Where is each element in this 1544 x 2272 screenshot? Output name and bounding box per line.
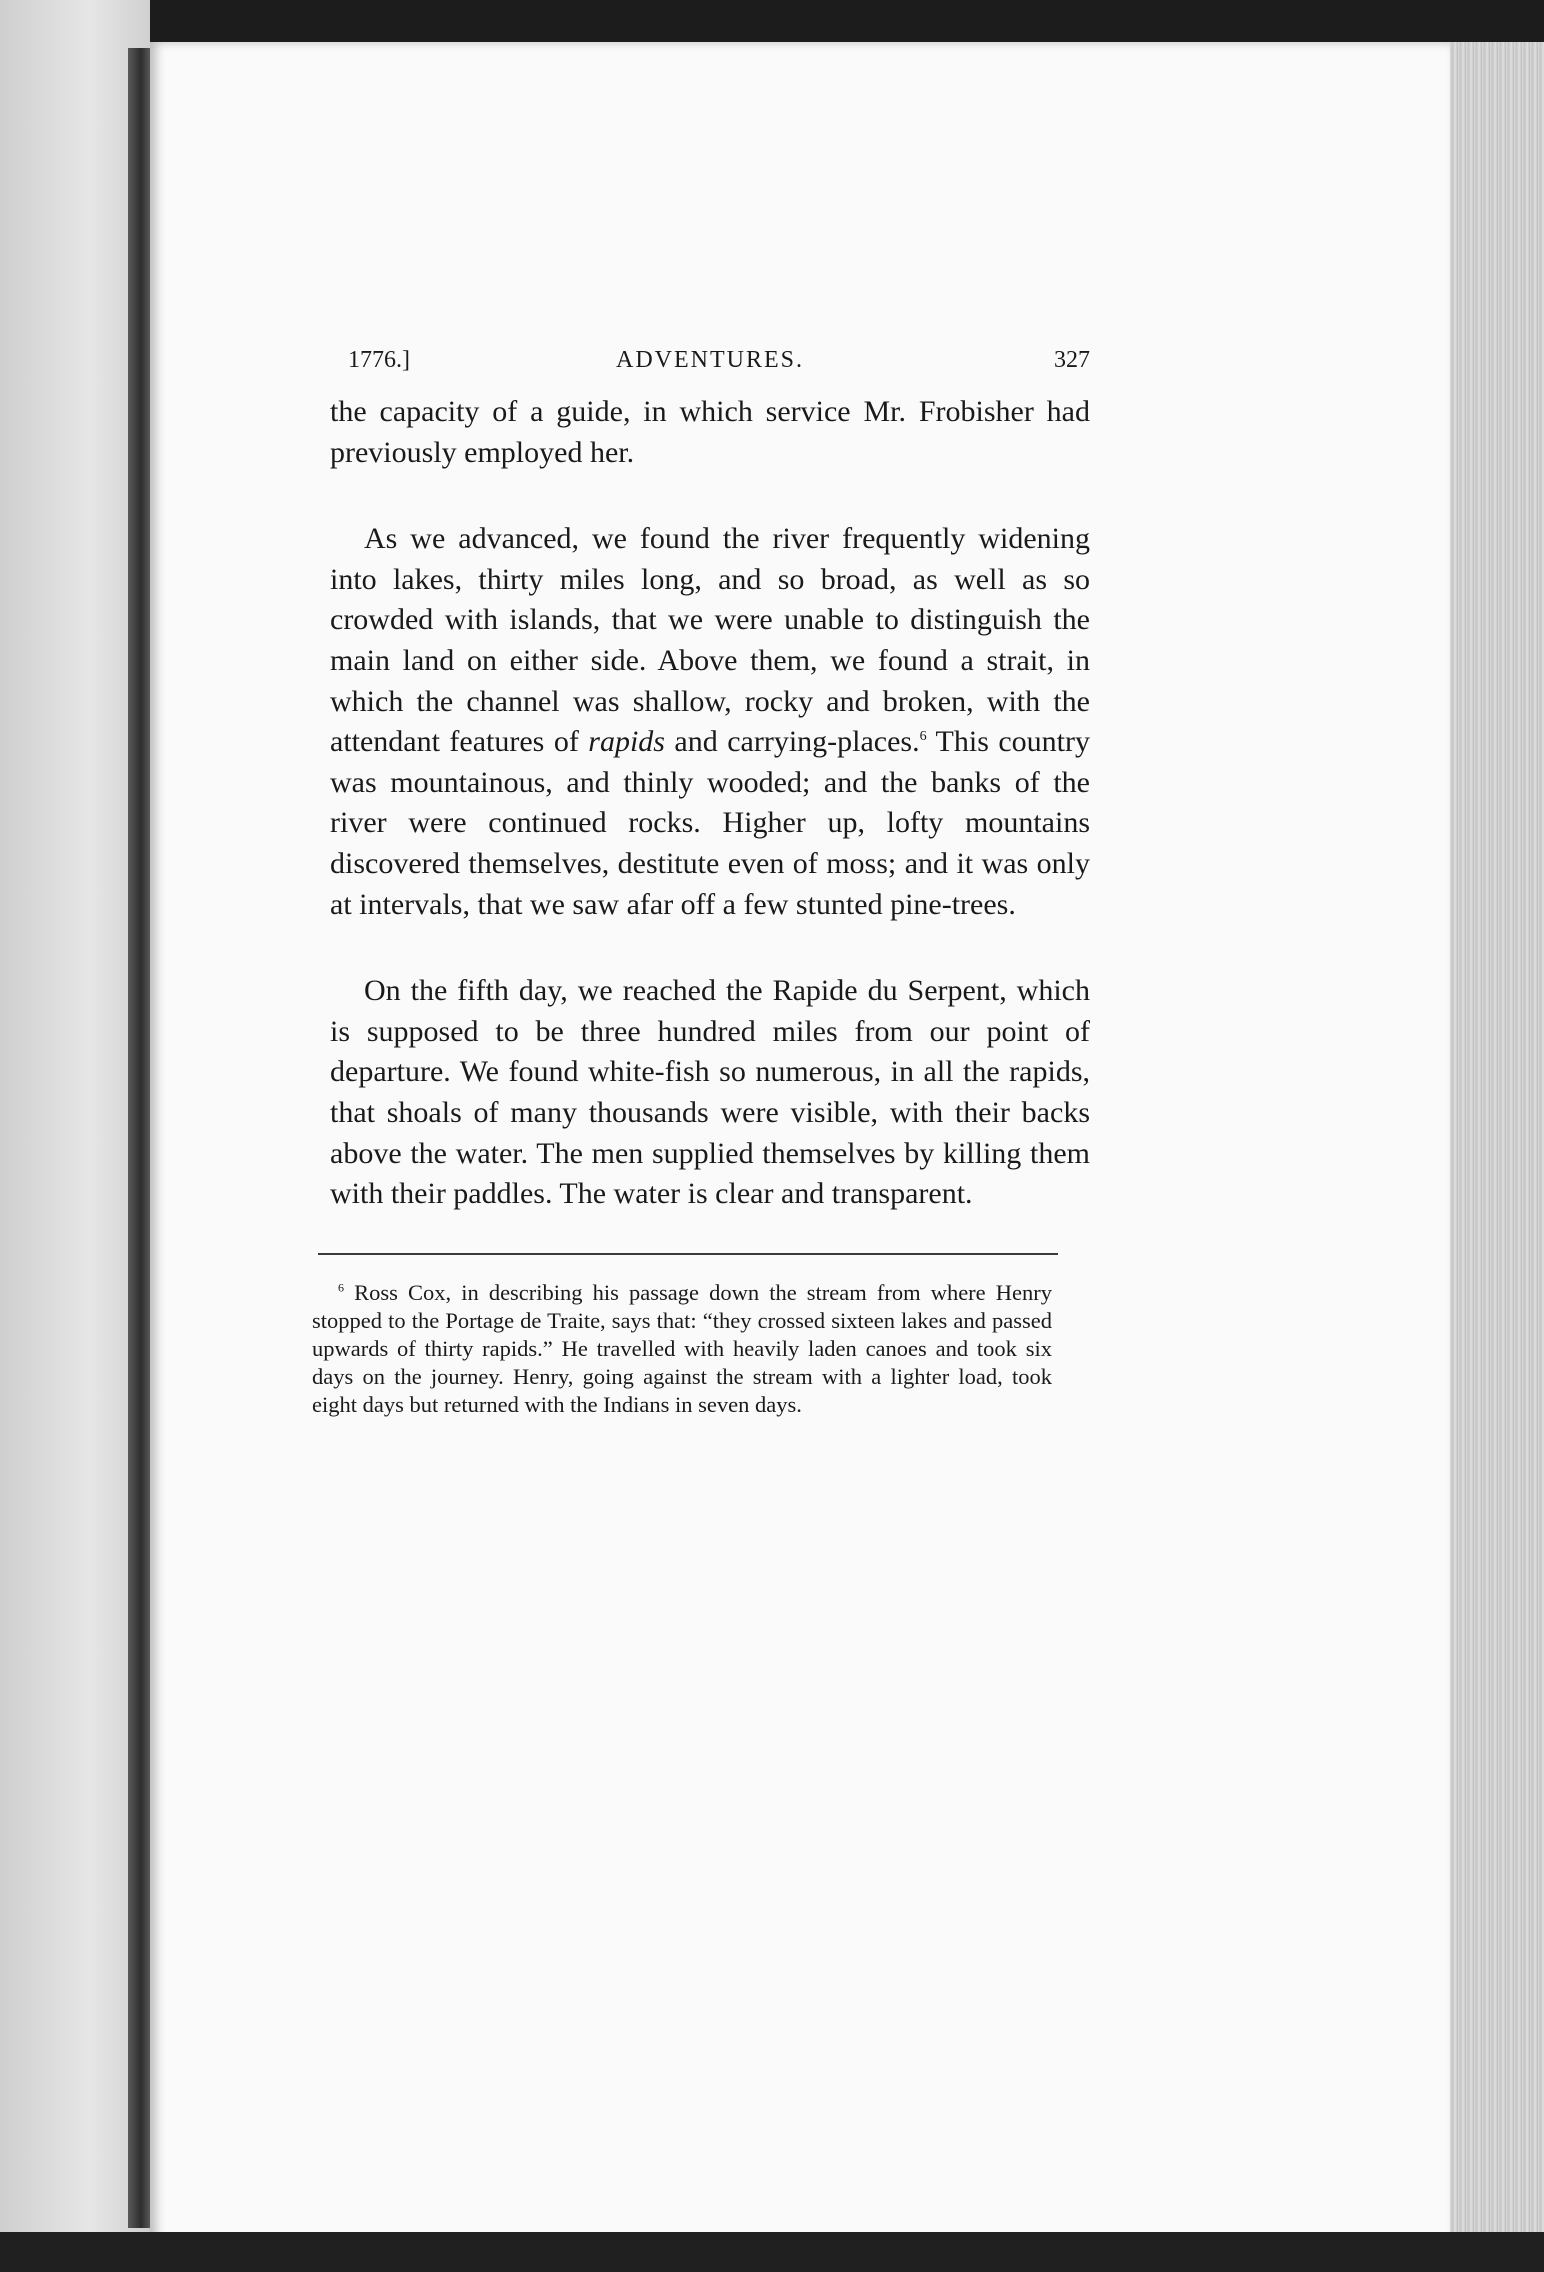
paragraph-river-advance xyxy=(330,519,1090,925)
paragraph-text: As we advanced, we found the river frequently widening into lakes, thirty miles long, and so broad, as well as so crowded with islands, that we were unable to distinguish the main land on either side. Above them, we found a strait, in which the channel was shallow, rocky and broken, with the attendant features of xyxy=(330,522,1090,759)
paragraph-text: and carrying-places. xyxy=(664,725,920,759)
footnote xyxy=(312,1279,1052,1419)
scan-background xyxy=(0,2232,1544,2272)
running-head-year: 1776.] xyxy=(348,347,410,373)
page-stack-edge xyxy=(1450,42,1544,2242)
paragraph-rapide-du-serpent: On the fifth day, we reached the Rapide du Serpent, which is supposed to be three hundred miles from our point of departure. We found white-fish so numerous, in all the rapids, that shoals of many thousands were visible, with their backs above the water. The men supplied themselves by killing them with their paddles. The water is clear and transparent. xyxy=(330,974,1090,1211)
paragraph-text: This country was mountainous, and thinly wooded; and the banks of the river were continued rocks. Higher up, lofty mountains discovered themselves, destitute even of moss; and it was only at intervals, that we saw afar off a few stunted pine-trees. xyxy=(330,725,1090,921)
footnote-reference: 6 xyxy=(919,729,927,745)
running-head xyxy=(330,340,1090,380)
italic-term: rapids xyxy=(588,725,665,759)
page-number: 327 xyxy=(1054,347,1090,373)
footnote-divider xyxy=(318,1253,1058,1255)
footnote-text: Ross Cox, in describing his passage down the stream from where Henry stopped to the Portage de Traite, says that: “they crossed sixteen lakes and passed upwards of thirty rapids.” He travelled with heavily laden canoes and took six days on the journey. Henry, going against the stream with a lighter load, took eight days but returned with the Indians in seven days. xyxy=(312,1279,1052,1417)
footnote-marker: 6 xyxy=(338,1280,344,1295)
text-block xyxy=(312,340,1090,1419)
running-head-title: ADVENTURES. xyxy=(616,347,804,373)
paragraph-continuation: the capacity of a guide, in which service Mr. Frobisher had previously employed her. xyxy=(330,395,1090,469)
